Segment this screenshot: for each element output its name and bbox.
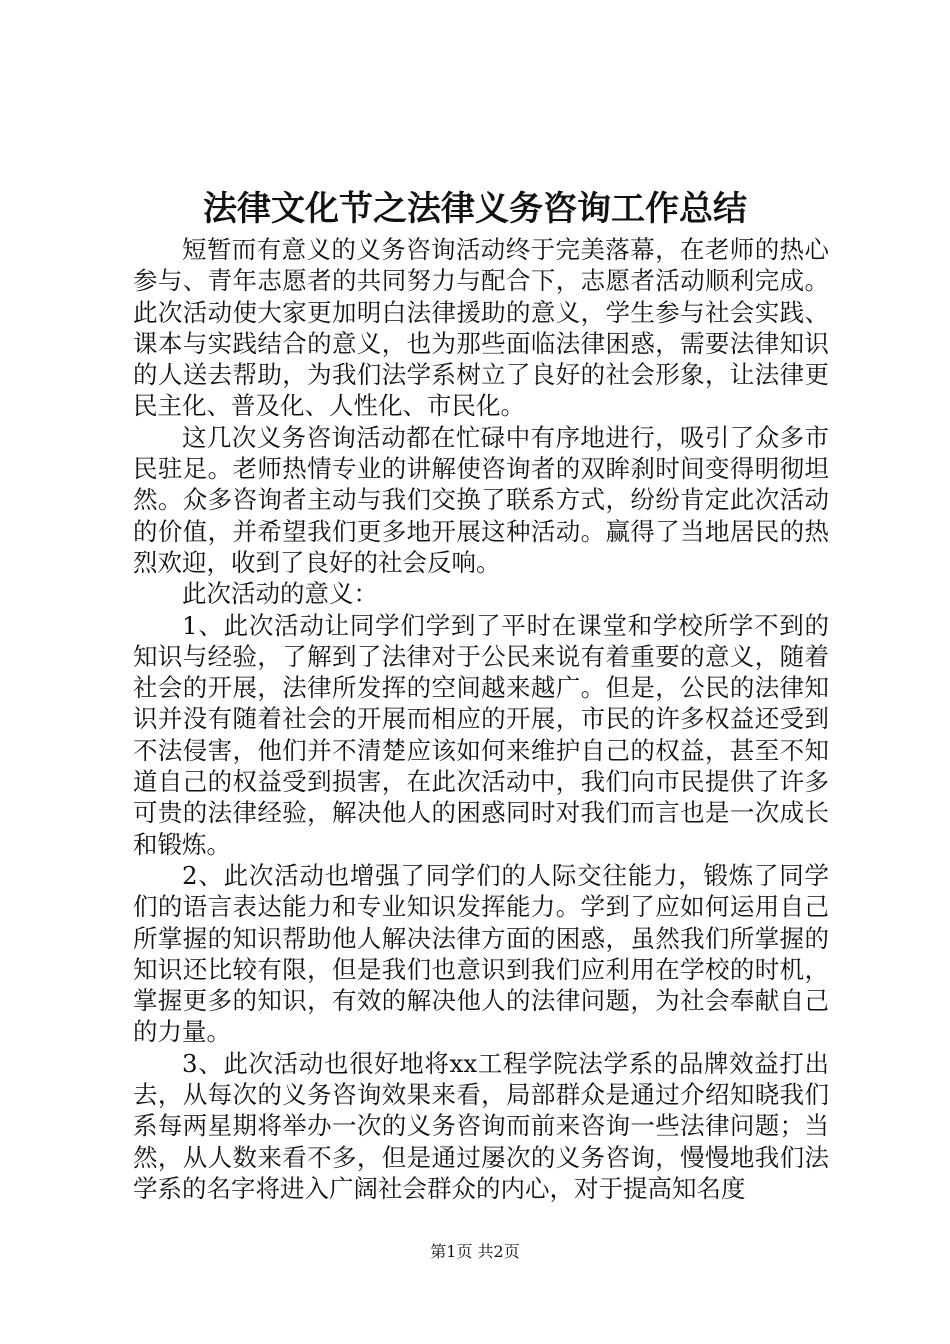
document-title: 法律文化节之法律义务咨询工作总结 <box>203 189 747 229</box>
document-body <box>133 234 829 1204</box>
paragraph-point-2: 2、此次活动也增强了同学们的人际交往能力，锻炼了同学们的语言表达能力和专业知识发挥能力。学到了应如何运用自己所掌握的知识帮助他人解决法律方面的困惑，虽然我们所掌握的知识还比较有限，但是我们也意识到我们应利用在学校的时机，掌握更多的知识，有效的解决他人的法律问题，为社会奉献自己的力量。 <box>133 860 829 1047</box>
paragraph-activity: 这几次义务咨询活动都在忙碌中有序地进行，吸引了众多市民驻足。老师热情专业的讲解使咨询者的双眸刹时间变得明彻坦然。众多咨询者主动与我们交换了联系方式，纷纷肯定此次活动的价值，并希望我们更多地开展这种活动。赢得了当地居民的热烈欢迎，收到了良好的社会反响。 <box>133 422 829 577</box>
page-number-footer: 第1页 共2页 <box>430 1242 520 1261</box>
paragraph-point-1: 1、此次活动让同学们学到了平时在课堂和学校所学不到的知识与经验，了解到了法律对于公民来说有着重要的意义，随着社会的开展，法律所发挥的空间越来越广。但是，公民的法律知识并没有随着社会的开展而相应的开展，市民的许多权益还受到不法侵害，他们并不清楚应该如何来维护自己的权益，甚至不知道自己的权益受到损害，在此次活动中，我们向市民提供了许多可贵的法律经验，解决他人的困惑同时对我们而言也是一次成长和锻炼。 <box>133 610 829 859</box>
paragraph-point-3: 3、此次活动也很好地将xx工程学院法学系的品牌效益打出去，从每次的义务咨询效果来看，局部群众是通过介绍知晓我们系每两星期将举办一次的义务咨询而前来咨询一些法律问题；当然，从人数来看不多，但是通过屡次的义务咨询，慢慢地我们法学系的名字将进入广阔社会群众的内心，对于提高知名度 <box>133 1048 829 1203</box>
paragraph-intro: 短暂而有意义的义务咨询活动终于完美落幕，在老师的热心参与、青年志愿者的共同努力与配合下，志愿者活动顺利完成。此次活动使大家更加明白法律援助的意义，学生参与社会实践、课本与实践结合的意义，也为那些面临法律困惑，需要法律知识的人送去帮助，为我们法学系树立了良好的社会形象，让法律更民主化、普及化、人性化、市民化。 <box>133 235 829 421</box>
paragraph-significance-heading: 此次活动的意义： <box>182 579 378 609</box>
